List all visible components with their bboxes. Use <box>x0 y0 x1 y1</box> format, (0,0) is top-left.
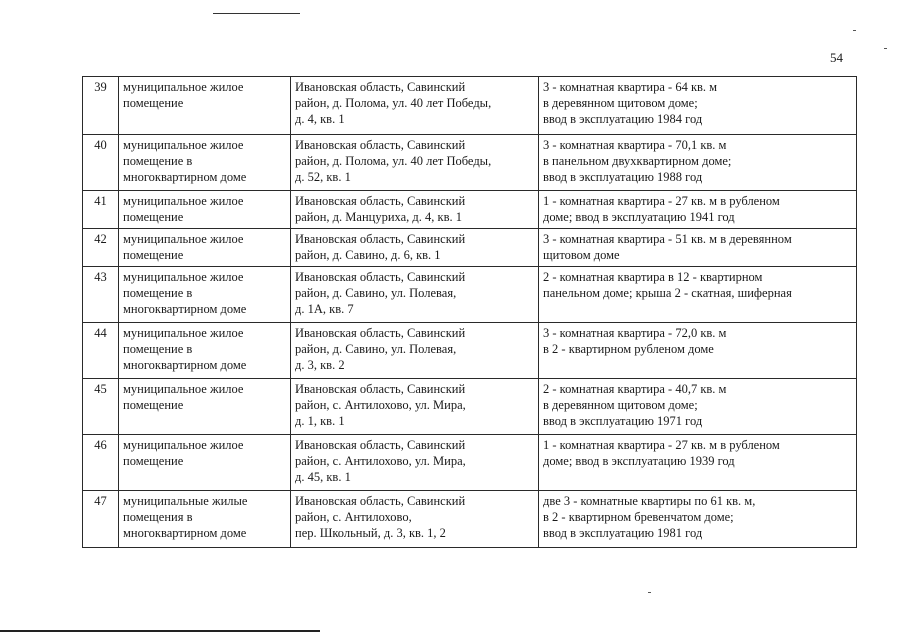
address-line: пер. Школьный, д. 3, кв. 1, 2 <box>295 526 446 540</box>
description-line: 3 - комнатная квартира - 72,0 кв. м <box>543 326 727 340</box>
row-number-cell: 40 <box>83 135 119 191</box>
property-type-line: муниципальное жилое <box>123 194 244 208</box>
description-cell <box>539 435 857 491</box>
property-type-cell <box>119 77 291 135</box>
description-line: 2 - комнатная квартира - 40,7 кв. м <box>543 382 727 396</box>
property-type-cell <box>119 379 291 435</box>
property-type-line: помещение <box>123 248 184 262</box>
description-line: 1 - комнатная квартира - 27 кв. м в рубленом <box>543 194 780 208</box>
description-line: в деревянном щитовом доме; <box>543 96 698 110</box>
property-type-line: муниципальное жилое <box>123 438 244 452</box>
property-type-line: помещение в <box>123 154 193 168</box>
description-line: доме; ввод в эксплуатацию 1941 год <box>543 210 735 224</box>
description-line: ввод в эксплуатацию 1981 год <box>543 526 703 540</box>
property-type-line: муниципальное жилое <box>123 326 244 340</box>
description-line: ввод в эксплуатацию 1971 год <box>543 414 703 428</box>
address-line: д. 3, кв. 2 <box>295 358 345 372</box>
row-number-cell: 46 <box>83 435 119 491</box>
description-line: доме; ввод в эксплуатацию 1939 год <box>543 454 735 468</box>
description-cell <box>539 379 857 435</box>
property-type-cell <box>119 229 291 267</box>
property-type-cell <box>119 491 291 548</box>
table-body <box>83 77 857 548</box>
row-number-cell: 41 <box>83 191 119 229</box>
property-type-line: многоквартирном доме <box>123 302 247 316</box>
description-line: 1 - комнатная квартира - 27 кв. м в рубленом <box>543 438 780 452</box>
table-row <box>83 135 857 191</box>
description-line: 3 - комнатная квартира - 70,1 кв. м <box>543 138 727 152</box>
property-type-line: многоквартирном доме <box>123 170 247 184</box>
address-line: Ивановская область, Савинский <box>295 232 466 246</box>
address-line: район, д. Савино, ул. Полевая, <box>295 342 457 356</box>
address-line: район, д. Савино, д. 6, кв. 1 <box>295 248 441 262</box>
description-cell <box>539 491 857 548</box>
address-line: район, д. Полома, ул. 40 лет Победы, <box>295 154 492 168</box>
address-line: Ивановская область, Савинский <box>295 80 466 94</box>
row-number-cell: 47 <box>83 491 119 548</box>
property-type-line: помещение <box>123 454 184 468</box>
property-type-line: помещение <box>123 398 184 412</box>
address-line: Ивановская область, Савинский <box>295 138 466 152</box>
address-line: Ивановская область, Савинский <box>295 194 466 208</box>
property-type-line: помещение в <box>123 286 193 300</box>
address-line: район, д. Савино, ул. Полевая, <box>295 286 457 300</box>
property-type-line: помещение <box>123 210 184 224</box>
address-cell <box>291 229 539 267</box>
property-type-line: муниципальное жилое <box>123 232 244 246</box>
property-table <box>82 76 857 548</box>
description-line: щитовом доме <box>543 248 620 262</box>
address-cell <box>291 323 539 379</box>
scan-speck <box>853 30 856 31</box>
address-line: д. 1, кв. 1 <box>295 414 345 428</box>
scan-speck <box>884 48 887 49</box>
address-line: д. 45, кв. 1 <box>295 470 351 484</box>
property-type-line: помещение <box>123 96 184 110</box>
scan-speck <box>648 592 651 593</box>
address-line: район, д. Полома, ул. 40 лет Победы, <box>295 96 492 110</box>
property-type-cell <box>119 267 291 323</box>
property-type-cell <box>119 135 291 191</box>
table-row <box>83 435 857 491</box>
address-line: д. 52, кв. 1 <box>295 170 351 184</box>
row-number-cell: 39 <box>83 77 119 135</box>
property-type-line: помещение в <box>123 342 193 356</box>
description-line: в деревянном щитовом доме; <box>543 398 698 412</box>
address-cell <box>291 491 539 548</box>
property-type-line: муниципальные жилые <box>123 494 248 508</box>
description-line: ввод в эксплуатацию 1988 год <box>543 170 703 184</box>
row-number-cell: 42 <box>83 229 119 267</box>
address-cell <box>291 379 539 435</box>
property-type-line: муниципальное жилое <box>123 382 244 396</box>
description-cell <box>539 77 857 135</box>
description-line: панельном доме; крыша 2 - скатная, шиферная <box>543 286 792 300</box>
property-type-cell <box>119 191 291 229</box>
address-line: район, д. Манцуриха, д. 4, кв. 1 <box>295 210 462 224</box>
address-line: район, с. Антилохово, ул. Мира, <box>295 398 466 412</box>
description-cell <box>539 191 857 229</box>
description-cell <box>539 135 857 191</box>
description-line: в 2 - квартирном рубленом доме <box>543 342 714 356</box>
address-line: район, с. Антилохово, <box>295 510 412 524</box>
description-line: 3 - комнатная квартира - 64 кв. м <box>543 80 718 94</box>
property-type-line: многоквартирном доме <box>123 358 247 372</box>
property-type-line: муниципальное жилое <box>123 270 244 284</box>
address-line: Ивановская область, Савинский <box>295 326 466 340</box>
address-cell <box>291 435 539 491</box>
description-line: в 2 - квартирном бревенчатом доме; <box>543 510 734 524</box>
address-line: Ивановская область, Савинский <box>295 438 466 452</box>
address-cell <box>291 191 539 229</box>
table-row <box>83 323 857 379</box>
address-line: Ивановская область, Савинский <box>295 494 466 508</box>
address-line: д. 1А, кв. 7 <box>295 302 354 316</box>
header-rule <box>213 13 300 14</box>
table-row <box>83 229 857 267</box>
property-type-line: муниципальное жилое <box>123 80 244 94</box>
description-cell <box>539 323 857 379</box>
page-number: 54 <box>830 50 843 65</box>
address-line: Ивановская область, Савинский <box>295 382 466 396</box>
table-row <box>83 379 857 435</box>
table-row <box>83 267 857 323</box>
address-cell <box>291 77 539 135</box>
row-number-cell: 44 <box>83 323 119 379</box>
description-line: 2 - комнатная квартира в 12 - квартирном <box>543 270 763 284</box>
table-row <box>83 491 857 548</box>
property-type-line: муниципальное жилое <box>123 138 244 152</box>
property-type-line: помещения в <box>123 510 193 524</box>
description-line: в панельном двухквартирном доме; <box>543 154 732 168</box>
row-number-cell: 43 <box>83 267 119 323</box>
footer-rule <box>0 630 320 632</box>
description-cell <box>539 267 857 323</box>
row-number-cell: 45 <box>83 379 119 435</box>
property-type-cell <box>119 435 291 491</box>
table-row <box>83 191 857 229</box>
table-row <box>83 77 857 135</box>
address-cell <box>291 135 539 191</box>
description-line: две 3 - комнатные квартиры по 61 кв. м, <box>543 494 756 508</box>
address-line: Ивановская область, Савинский <box>295 270 466 284</box>
description-line: ввод в эксплуатацию 1984 год <box>543 112 703 126</box>
description-cell <box>539 229 857 267</box>
address-line: район, с. Антилохово, ул. Мира, <box>295 454 466 468</box>
property-type-line: многоквартирном доме <box>123 526 247 540</box>
address-cell <box>291 267 539 323</box>
address-line: д. 4, кв. 1 <box>295 112 345 126</box>
description-line: 3 - комнатная квартира - 51 кв. м в деревянном <box>543 232 792 246</box>
property-type-cell <box>119 323 291 379</box>
